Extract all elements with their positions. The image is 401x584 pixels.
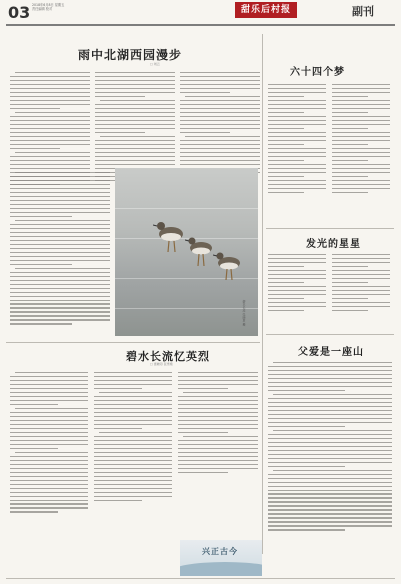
- main-article-col-3: [180, 72, 260, 177]
- bird-figure: [185, 228, 215, 268]
- section-divider: [266, 334, 394, 335]
- sub-article-col-1: [10, 372, 88, 513]
- main-article-col-2: [95, 72, 175, 181]
- newspaper-logo: 甜乐后村报: [235, 2, 297, 18]
- essay-body: [268, 362, 392, 531]
- section-divider: [6, 342, 260, 343]
- poem-1-title: 六十四个梦: [290, 67, 345, 78]
- main-article-title: 雨中北湖西园漫步: [78, 48, 183, 62]
- poem-2-title: 发光的星星: [306, 239, 361, 250]
- issue-meta: [32, 3, 112, 12]
- photo-credit: 碧水长流 张晓君 摄: [242, 300, 246, 326]
- poem-1-col-left: [268, 84, 326, 193]
- sub-article-byline: □ 雷晓丹 张雪艳: [150, 362, 173, 366]
- sub-article-title: 碧水长流忆英烈: [126, 350, 210, 363]
- essay-title: 父爱是一座山: [298, 347, 364, 358]
- page-footer-rule: [6, 578, 395, 579]
- masthead-rule: [6, 24, 395, 26]
- water-ripple: [115, 208, 258, 209]
- issue-editor: 责任编辑 校对: [32, 7, 53, 12]
- wave-shape: [180, 562, 262, 576]
- poem-2-col-left: [268, 254, 326, 311]
- masthead: [0, 0, 401, 28]
- page-number: 03: [8, 3, 31, 22]
- column-divider: [262, 34, 263, 554]
- bird-figure: [153, 212, 187, 254]
- bird-figure: [213, 244, 243, 282]
- section-divider: [266, 228, 394, 229]
- poem-1-col-right: [332, 84, 390, 193]
- water-ripple: [115, 308, 258, 309]
- main-article-col-4: [10, 172, 110, 325]
- photo-shorebirds: [115, 168, 258, 336]
- poem-2-col-right: [332, 254, 390, 311]
- main-article-col-1: [10, 72, 90, 185]
- main-article-byline: □ 刘云: [150, 62, 160, 66]
- banner-text: 兴正古今: [202, 546, 238, 556]
- decorative-banner: [180, 540, 262, 576]
- sub-article-col-3: [178, 372, 258, 473]
- section-title: 副刊: [352, 5, 374, 18]
- issue-date: 2018年6月8日 星期五: [32, 3, 65, 7]
- sub-article-col-2: [94, 372, 172, 501]
